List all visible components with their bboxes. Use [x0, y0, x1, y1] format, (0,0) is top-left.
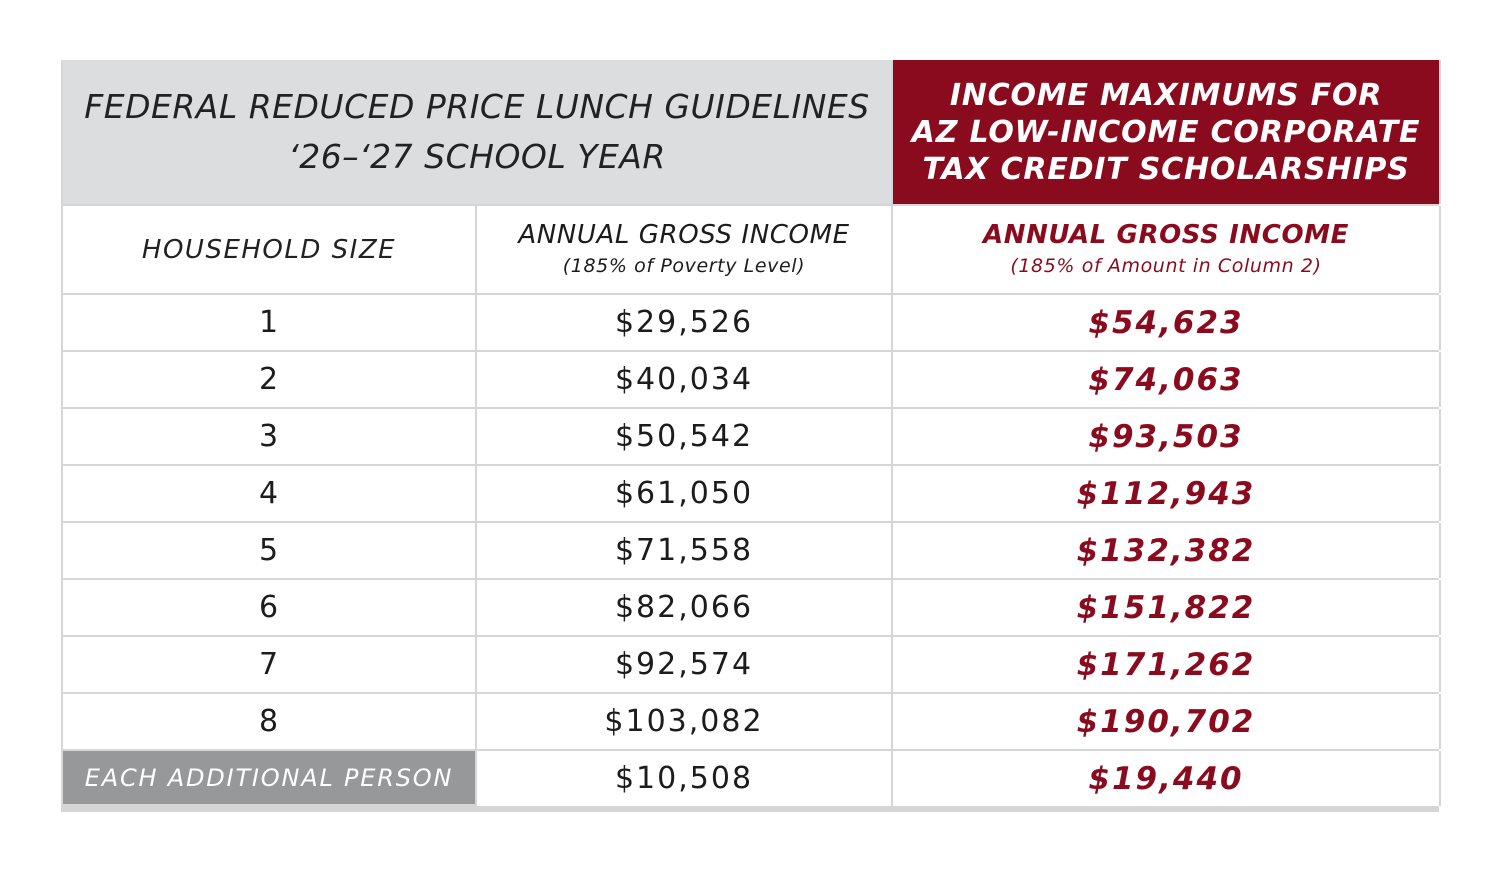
- federal-income-column-title: ANNUAL GROSS INCOME: [518, 219, 850, 250]
- household-size-cell: 1: [61, 295, 475, 350]
- az-income-max-cell: $74,063: [893, 352, 1441, 407]
- federal-guidelines-header: [61, 60, 891, 204]
- household-size-cell: 5: [61, 523, 475, 578]
- income-maximums-title-line1: INCOME MAXIMUMS FOR: [949, 77, 1383, 113]
- additional-az-income-max-cell: $19,440: [893, 751, 1441, 806]
- az-income-max-cell: $93,503: [893, 409, 1441, 464]
- az-income-max-cell: $54,623: [893, 295, 1441, 350]
- az-income-max-cell: $112,943: [893, 466, 1441, 521]
- az-income-max-cell: $132,382: [893, 523, 1441, 578]
- household-size-column-header: HOUSEHOLD SIZE: [61, 206, 475, 293]
- federal-income-column-header: [477, 206, 891, 293]
- federal-income-column-note: (185% of Poverty Level): [562, 254, 806, 277]
- federal-income-cell: $50,542: [477, 409, 891, 464]
- household-size-cell: 8: [61, 694, 475, 749]
- az-income-column-note: (185% of Amount in Column 2): [1010, 254, 1322, 277]
- household-size-cell: 7: [61, 637, 475, 692]
- additional-federal-income-cell: $10,508: [477, 751, 891, 806]
- additional-person-label: EACH ADDITIONAL PERSON: [61, 751, 475, 806]
- income-maximums-title-line2: AZ LOW-INCOME CORPORATE: [911, 114, 1421, 150]
- az-income-max-cell: $171,262: [893, 637, 1441, 692]
- federal-income-cell: $29,526: [477, 295, 891, 350]
- federal-income-cell: $103,082: [477, 694, 891, 749]
- income-guidelines-table: [61, 60, 1439, 812]
- federal-income-cell: $71,558: [477, 523, 891, 578]
- az-income-column-header: [893, 206, 1441, 293]
- az-income-max-cell: $151,822: [893, 580, 1441, 635]
- federal-income-cell: $61,050: [477, 466, 891, 521]
- household-size-cell: 3: [61, 409, 475, 464]
- school-year-title: ‘26–‘27 SCHOOL YEAR: [288, 137, 666, 176]
- household-size-cell: 6: [61, 580, 475, 635]
- az-income-max-cell: $190,702: [893, 694, 1441, 749]
- az-income-column-title: ANNUAL GROSS INCOME: [982, 219, 1350, 250]
- federal-guidelines-title: FEDERAL REDUCED PRICE LUNCH GUIDELINES: [84, 87, 870, 126]
- federal-income-cell: $40,034: [477, 352, 891, 407]
- household-size-cell: 2: [61, 352, 475, 407]
- federal-income-cell: $82,066: [477, 580, 891, 635]
- income-maximums-header: [893, 60, 1441, 204]
- household-size-cell: 4: [61, 466, 475, 521]
- income-maximums-title-line3: TAX CREDIT SCHOLARSHIPS: [922, 151, 1410, 187]
- federal-income-cell: $92,574: [477, 637, 891, 692]
